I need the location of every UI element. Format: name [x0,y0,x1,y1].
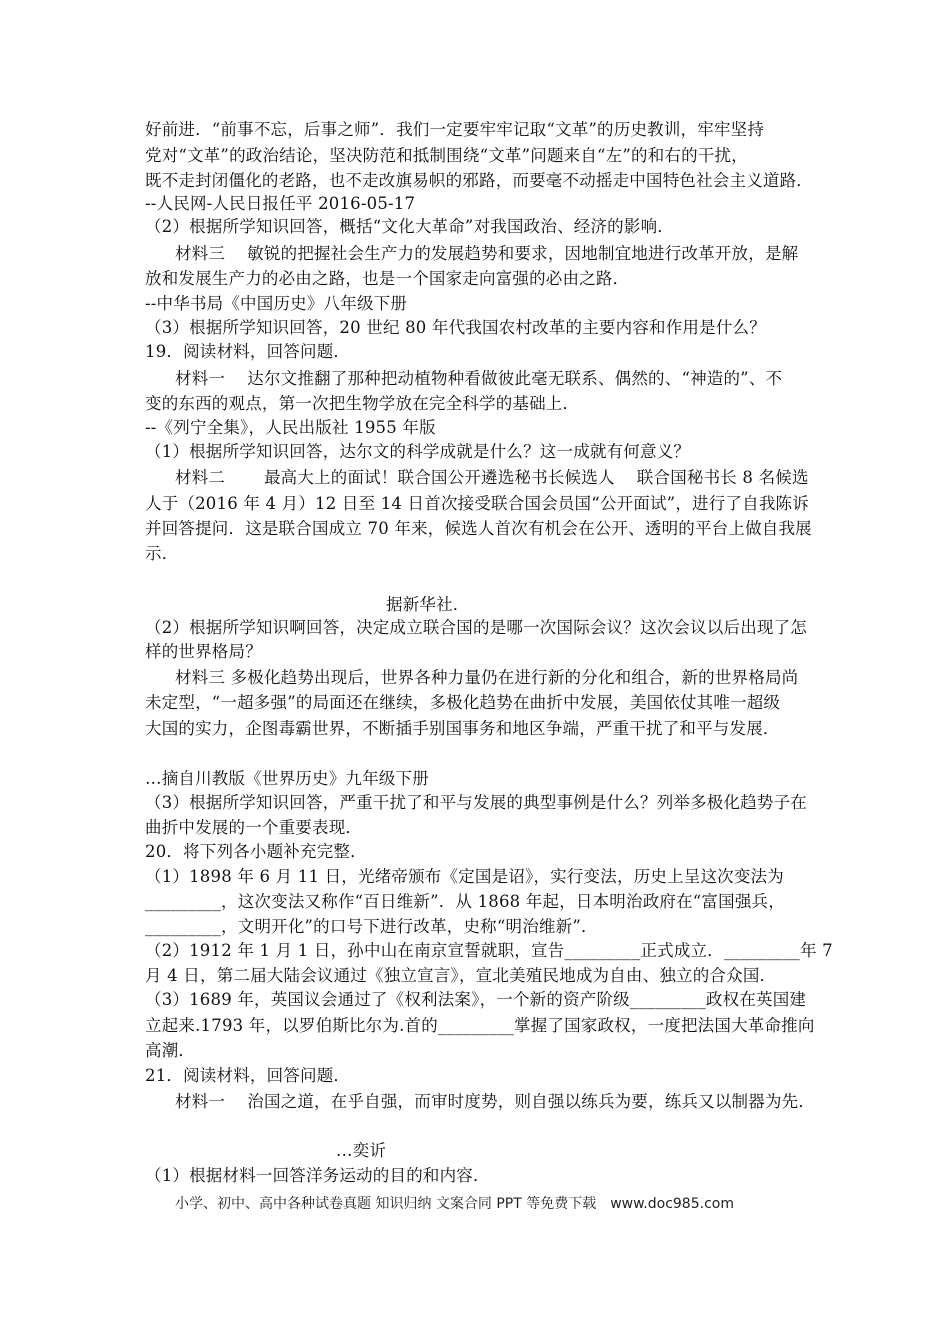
text-line: --人民网-人民日报任平 2016-05-17 [145,194,416,213]
question-number: 20．将下列各小题补充完整． [145,842,367,861]
text-line: 人于（2016 年 4 月）12 日至 14 日首次接受联合国会员国“公开面试”，进行了自我陈诉 [145,494,809,513]
text-line: _________，这次变法又称作“百日维新”．从 1868 年起，日本明治政府在“富国强兵， [145,892,785,911]
text-line: 示． [145,544,179,563]
text-line: （2）根据所学知识啊回答，决定成立联合国的是哪一次国际会议？这次会议以后出现了怎 [145,618,807,637]
text-line: （3）根据所学知识回答，20 世纪 80 年代我国农村改革的主要内容和作用是什么？ [145,318,766,337]
text-line: 大国的实力，企图毒霸世界，不断插手别国事务和地区争端，严重干扰了和平与发展． [145,719,780,738]
text-line: （2）1912 年 1 月 1 日，孙中山在南京宣誓就职，宣告_________正式成立．_________年 7 [145,941,833,960]
text-line: 立起来.1793 年，以罗伯斯比尔为.首的_________掌握了国家政权，一度把法国大革命推向 [145,1016,815,1035]
text-line: 党对“文革”的政治结论，坚决防范和抵制围绕“文革”问题来自“左”的和右的干扰， [145,146,748,165]
source-line: 据新华社． [386,595,470,614]
text-line: 并回答提问．这是联合国成立 70 年来，候选人首次有机会在公开、透明的平台上做自我展 [145,519,812,538]
text-line: 好前进．“前事不忘，后事之师”．我们一定要牢牢记取“文革”的历史教训，牢牢坚持 [145,120,765,139]
text-line: 材料三 多极化趋势出现后，世界各种力量仍在进行新的分化和组合，新的世界格局尚 [175,668,799,687]
text-line: 未定型，“一超多强”的局面还在继续，多极化趋势在曲折中发展，美国依仗其唯一超级 [145,693,781,712]
source-line: …奕䜣 [336,1141,387,1160]
text-line: 样的世界格局？ [145,642,262,661]
text-line: （2）根据所学知识回答，概括“文化大革命”对我国政治、经济的影响． [145,217,674,236]
text-line: 月 4 日，第二届大陆会议通过《独立宣言》，宣北美殖民地成为自由、独立的合众国． [145,966,777,985]
text-line: 放和发展生产力的必由之路，也是一个国家走向富强的必由之路． [145,269,630,288]
source-line: …摘自川教版《世界历史》九年级下册 [145,769,429,788]
text-line: （3）根据所学知识回答，严重干扰了和平与发展的典型事例是什么？列举多极化趋势子在 [145,793,807,812]
text-line: 材料二 最高大上的面试！联合国公开遴选秘书长候选人 联合国秘书长 8 名候选 [175,468,809,487]
text-line: _________，文明开化”的口号下进行改革，史称“明治维新”． [145,917,598,936]
text-line: 变的东西的观点，第一次把生物学放在完全科学的基础上． [145,394,580,413]
text-line: 材料一 达尔文推翻了那种把动植物种看做彼此毫无联系、偶然的、“神造的”、不 [175,369,783,388]
text-line: 高潮． [145,1041,196,1060]
text-line: 曲折中发展的一个重要表现． [145,818,363,837]
page-footer: 小学、初中、高中各种试卷真题 知识归纳 文案合同 PPT 等免费下载 www.doc985.com [175,1196,734,1212]
text-line: --中华书局《中国历史》八年级下册 [145,294,408,313]
text-line: 材料三 敏锐的把握社会生产力的发展趋势和要求，因地制宜地进行改革开放，是解 [175,244,799,263]
question-number: 19．阅读材料，回答问题． [145,342,351,361]
text-line: （3）1689 年，英国议会通过了《权利法案》，一个新的资产阶级_________政权在英国建 [145,990,807,1009]
text-line: （1）根据所学知识回答，达尔文的科学成就是什么？这一成就有何意义？ [145,442,691,461]
question-number: 21．阅读材料，回答问题． [145,1066,351,1085]
text-line: （1）1898 年 6 月 11 日，光绪帝颁布《定国是诏》，实行变法，历史上呈这次变法为 [145,867,784,886]
text-line: 材料一 治国之道，在乎自强，而审时度势，则自强以练兵为要，练兵又以制器为先． [175,1092,816,1111]
text-line: 既不走封闭僵化的老路，也不走改旗易帜的邪路，而要毫不动摇走中国特色社会主义道路． [145,171,813,190]
text-line: （1）根据材料一回答洋务运动的目的和内容． [145,1166,490,1185]
text-line: --《列宁全集》，人民出版社 1955 年版 [145,418,436,437]
